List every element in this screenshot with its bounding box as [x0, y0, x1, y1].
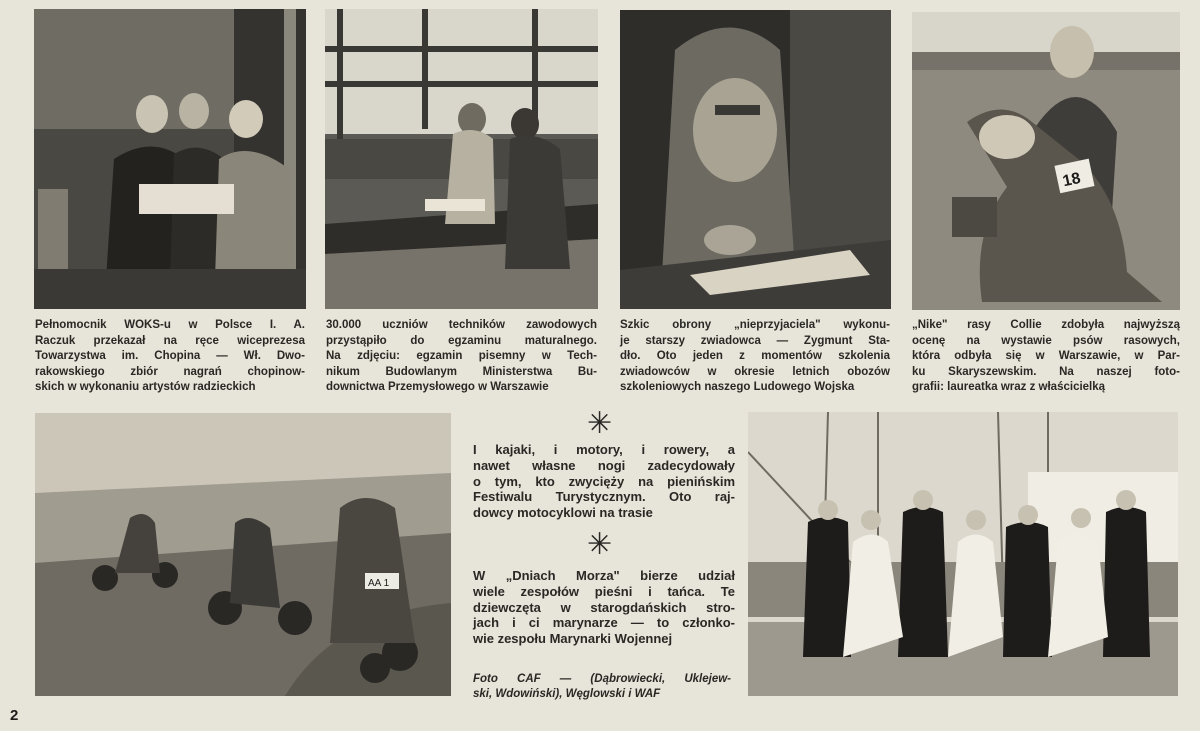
- caption-line: downictwa Przemysłowego w Warszawie: [326, 381, 549, 393]
- caption-line: ocenę na wystawie psów rasowych,: [912, 334, 1180, 347]
- caption-line: grafii: laureatka wraz z właścicielką: [912, 381, 1106, 393]
- caption-line: dziewczęta w starogdańskich stro-: [473, 599, 735, 615]
- caption-line: 30.000 uczniów techników zawodowych: [326, 319, 597, 331]
- caption-line: Raczuk przekazał na ręce wiceprezesa: [35, 334, 305, 347]
- caption-line: dowcy motocyklowi na trasie: [473, 505, 653, 521]
- photo-woks-handover: [34, 9, 306, 309]
- caption-line: I kajaki, i motory, i rowery, a: [473, 442, 735, 457]
- caption-line: Foto CAF — (Dąbrowiecki, Uklejew-: [473, 673, 731, 685]
- caption-line: przystąpiło do egzaminu maturalnego.: [326, 334, 597, 347]
- caption-line: która odbyła się w Warszawie, w Par-: [912, 350, 1180, 362]
- caption-line: ski, Wdowiński), Węglowski i WAF: [473, 688, 661, 700]
- caption-line: nawet własne nogi zadecydowały: [473, 457, 735, 473]
- caption-line: wiele zespołów pieśni i tańca. Te: [473, 583, 735, 599]
- caption-line: nikum Budowlanym Ministerstwa Bu-: [326, 365, 597, 378]
- photo-credit: [473, 672, 731, 702]
- page-number: 2: [10, 707, 19, 724]
- caption-line: Festiwalu Turystycznym. Oto raj-: [473, 489, 735, 505]
- caption-line: Na zdjęciu: egzamin pisemny w Tech-: [326, 350, 597, 362]
- svg-text:AA 1: AA 1: [368, 578, 390, 589]
- caption-line: Pełnomocnik WOKS-u w Polsce I. A.: [35, 319, 305, 331]
- caption-line: zwiadowców w okresie letnich obozów: [620, 365, 890, 378]
- caption-line: dło. Oto jeden z momentów szkolenia: [620, 350, 890, 362]
- caption-line: o tym, kto zwycięży na pienińskim: [473, 473, 735, 489]
- caption-line: W „Dniach Morza" bierze udział: [473, 568, 735, 583]
- svg-text:18: 18: [1061, 169, 1083, 191]
- caption-line: rakowskiego zbiór nagrań chopinow-: [35, 365, 305, 378]
- caption-line: „Nike" rasy Collie zdobyła najwyższą: [912, 319, 1180, 331]
- photo-exam-classroom: [325, 9, 598, 309]
- caption-line: szkoleniowych naszego Ludowego Wojska: [620, 381, 855, 393]
- caption-line: Szkic obrony „nieprzyjaciela" wykonu-: [620, 319, 890, 331]
- photo-scout-sketch: [620, 10, 891, 309]
- asterisk-ornament-icon: ✳: [587, 406, 613, 441]
- caption-woks: [35, 318, 305, 396]
- caption-line: skich w wykonaniu artystów radzieckich: [35, 381, 256, 393]
- photo-motorcyclists: [35, 413, 451, 696]
- caption-exam: [326, 318, 597, 396]
- caption-scout: [620, 318, 890, 396]
- caption-line: Towarzystwa im. Chopina — Wł. Dwo-: [35, 350, 305, 362]
- photo-collie-dog: [912, 12, 1180, 310]
- caption-line: jach i ci marynarze — to członko-: [473, 615, 735, 631]
- asterisk-ornament-icon: ✳: [587, 527, 613, 562]
- caption-line: je starszy zwiadowca — Zygmunt Sta-: [620, 334, 890, 347]
- caption-line: wie zespołu Marynarki Wojennej: [473, 631, 673, 647]
- caption-line: ku Skaryszewskim. Na naszej foto-: [912, 365, 1180, 378]
- caption-motorcycle-festival: [473, 442, 735, 521]
- photo-sailors-dancers: [748, 412, 1178, 696]
- caption-collie: [912, 318, 1180, 396]
- caption-sea-days: [473, 568, 735, 647]
